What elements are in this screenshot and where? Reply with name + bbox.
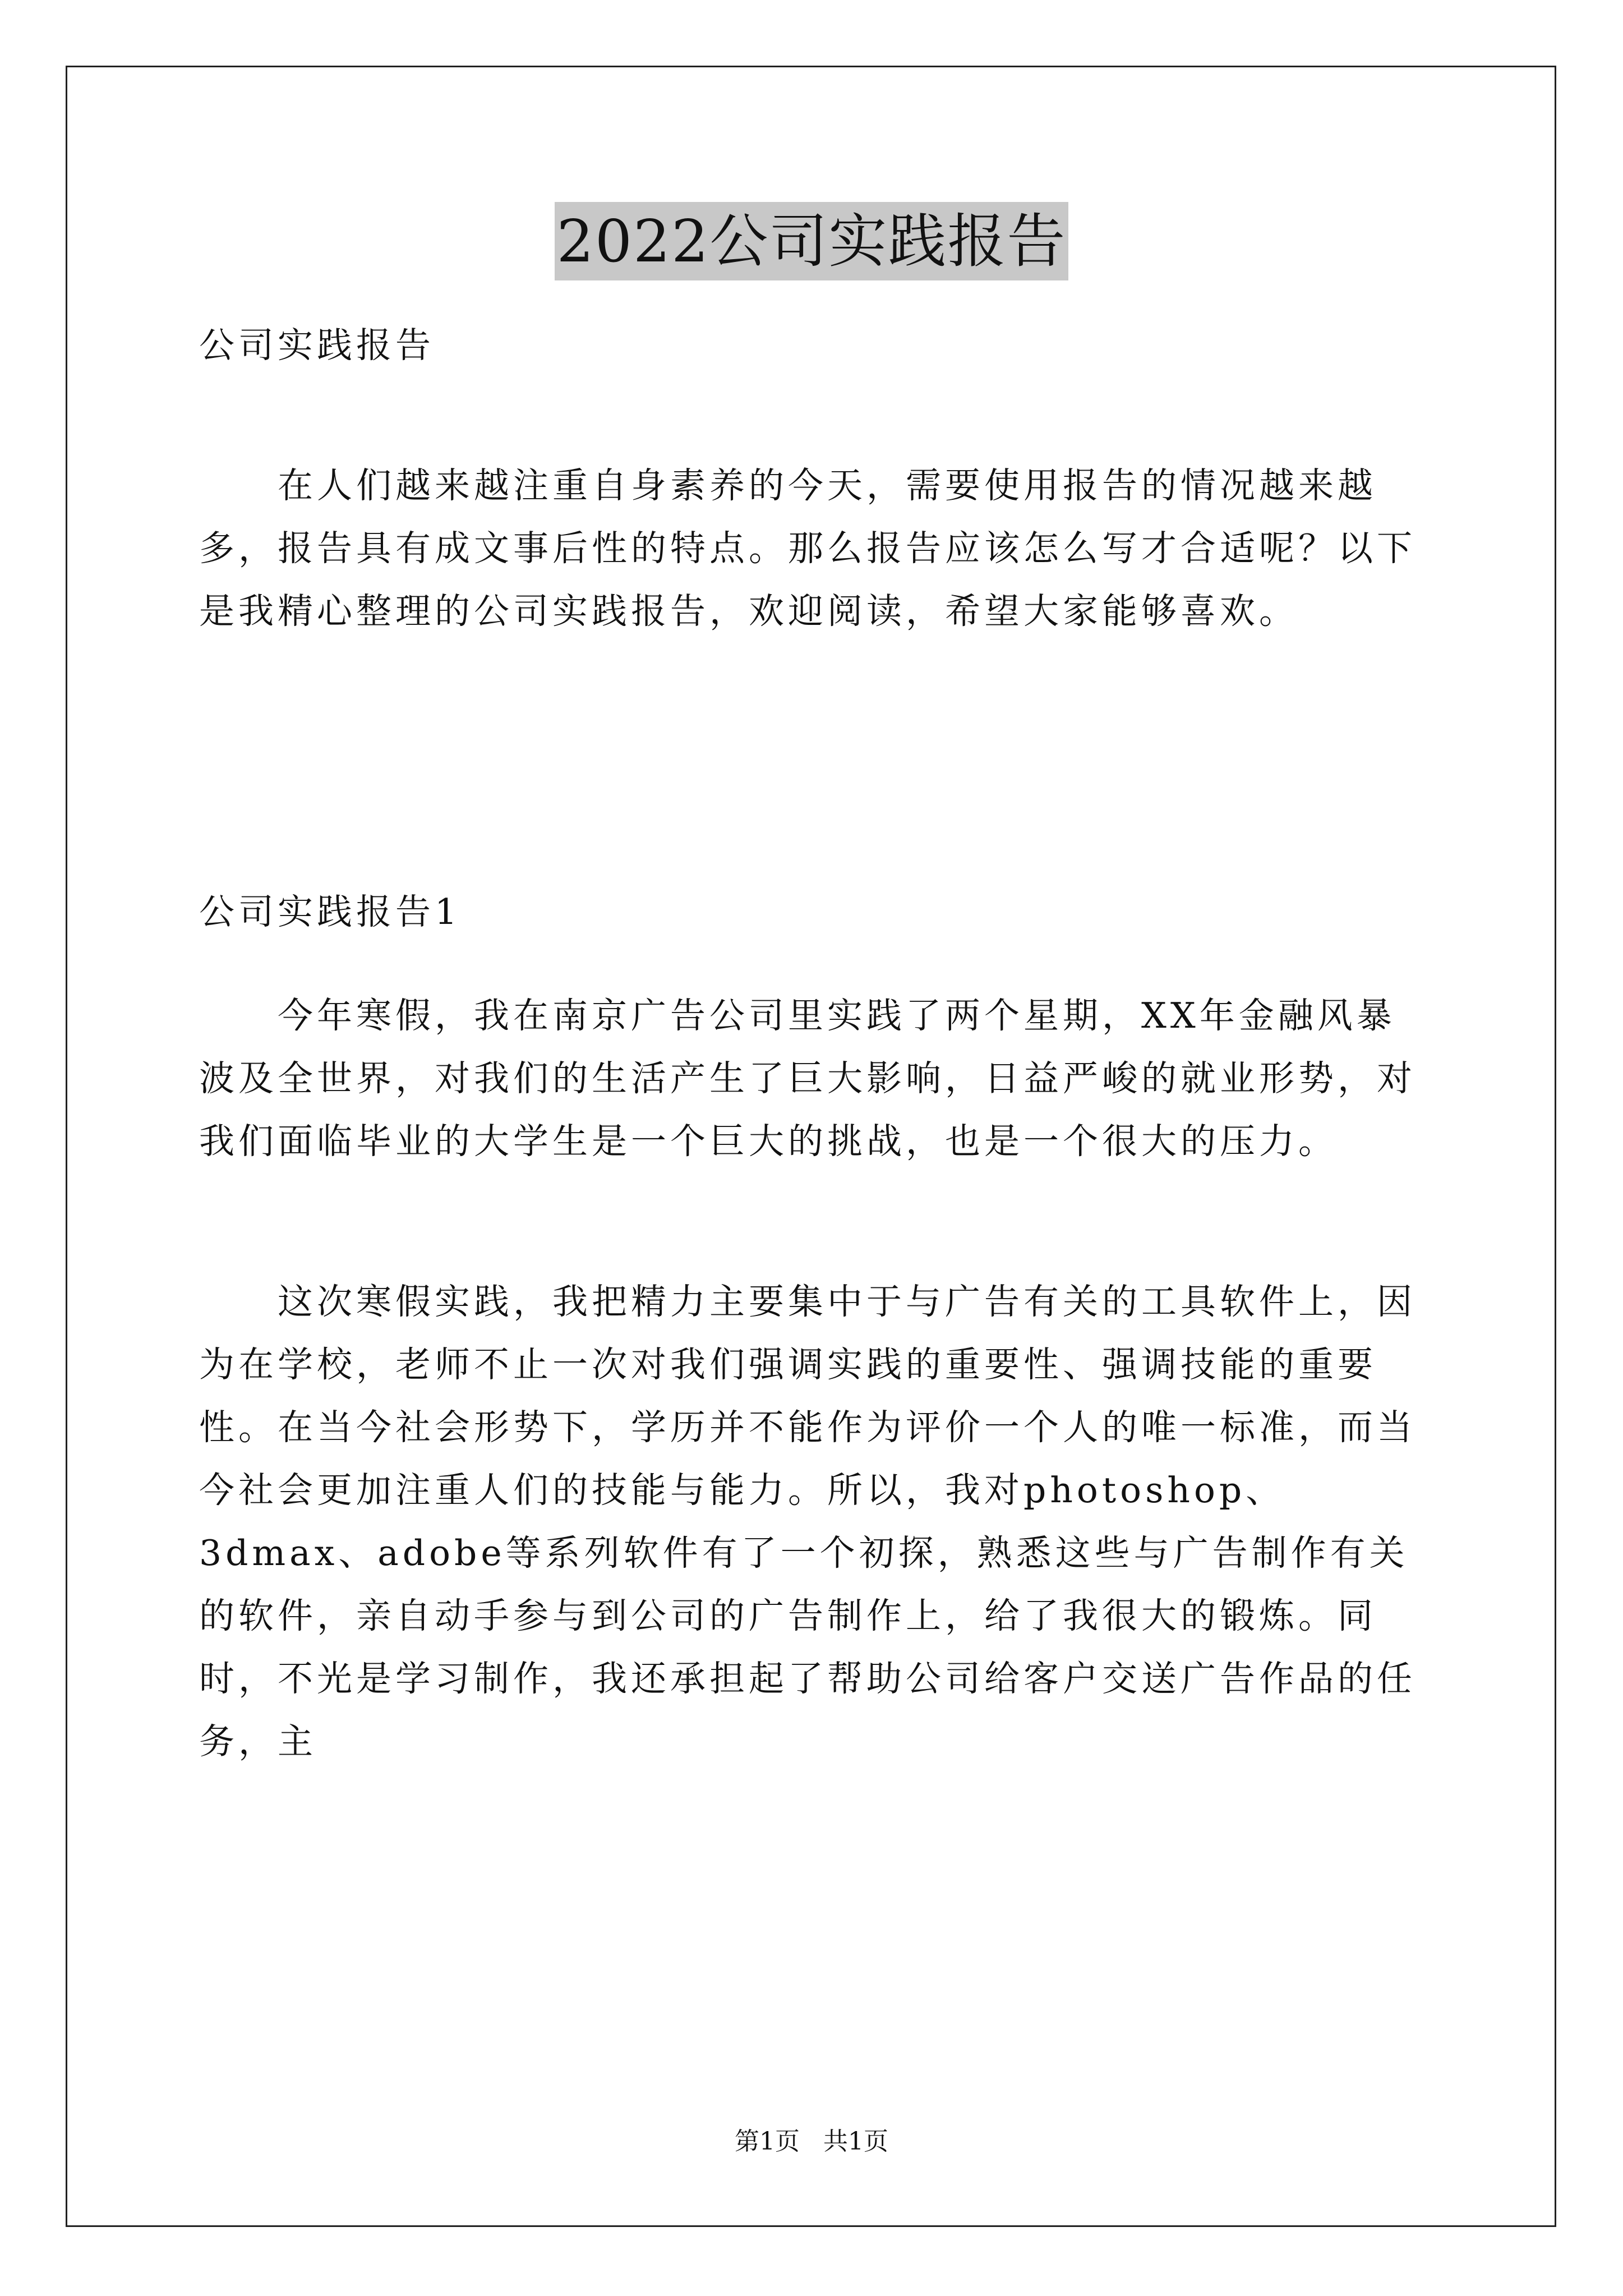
document-title-wrapper: [0, 202, 1623, 280]
document-subtitle: 公司实践报告: [199, 325, 435, 366]
section1-paragraph-1: 今年寒假，我在南京广告公司里实践了两个星期，XX年金融风暴波及全世界，对我们的生活产生了巨大影响，日益严峻的就业形势，对我们面临毕业的大学生是一个巨大的挑战，也是一个很大的压力。: [199, 995, 1416, 1162]
page-number-current: 第1页: [735, 2127, 800, 2156]
section-heading-1: 公司实践报告1: [199, 891, 462, 932]
page-footer: [0, 2125, 1623, 2159]
page-number-total: 共1页: [823, 2127, 888, 2156]
intro-paragraph: 在人们越来越注重自身素养的今天，需要使用报告的情况越来越多，报告具有成文事后性的特点。那么报告应该怎么写才合适呢？以下是我精心整理的公司实践报告，欢迎阅读，希望大家能够喜欢。: [199, 465, 1416, 632]
document-title: 2022公司实践报告: [555, 202, 1069, 280]
section1-paragraph-2: 这次寒假实践，我把精力主要集中于与广告有关的工具软件上，因为在学校，老师不止一次对我们强调实践的重要性、强调技能的重要性。在当今社会形势下，学历并不能作为评价一个人的唯一标准，而当今社会更加注重人们的技能与能力。所以，我对photoshop、3dmax、adobe等系列软件有了一个初探，熟悉这些与广告制作有关的软件，亲自动手参与到公司的广告制作上，给了我很大的锻炼。同时，不光是学习制作，我还承担起了帮助公司给客户交送广告作品的任务，主: [199, 1281, 1416, 1762]
